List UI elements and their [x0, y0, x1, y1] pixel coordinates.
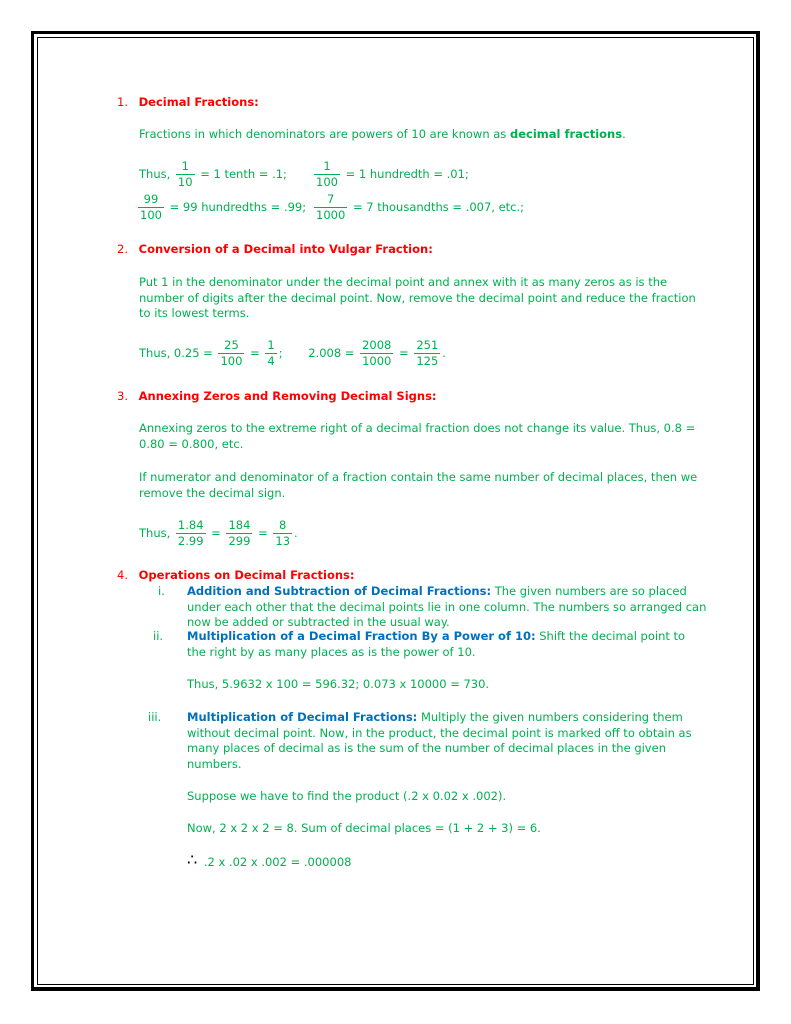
section-title: Operations on Decimal Fractions:: [138, 568, 355, 582]
section-title: Annexing Zeros and Removing Decimal Signs:: [138, 389, 437, 403]
item-body: Multiply the given numbers considering them without decimal point. Now, in the product, the decimal point is marked off to obtain as many places of decimal as is the sum of the number of decimal places in the given numbers.: [187, 710, 692, 771]
section-number: 3.: [117, 389, 128, 403]
section-1-heading: [117, 95, 259, 110]
end-punct: .: [294, 526, 298, 540]
equals-sign: =: [258, 526, 268, 540]
section-3-paragraph-2: If numerator and denominator of a fraction contain the same number of decimal places, then we remove the decimal sign.: [139, 470, 698, 500]
fraction: $\frac{2008}{1000}$: [362, 338, 392, 368]
fraction: $\frac{1}{100}$: [316, 159, 338, 189]
fraction: $\frac{7}{1000}$: [316, 192, 346, 222]
item-iii-result: [187, 852, 351, 870]
therefore-icon: ∴: [187, 850, 198, 869]
equals-sign: =: [250, 346, 260, 360]
section-3-paragraph-1: Annexing zeros to the extreme right of a decimal fraction does not change its value. Thus, 0.8 = 0.80 = 0.800, etc.: [139, 421, 696, 451]
example-value: 2.008 =: [308, 346, 355, 360]
section-3-example: [139, 518, 298, 549]
item-body: Shift the decimal point to the right by as many places as is the power of 10.: [187, 629, 686, 659]
section-number: 2.: [117, 242, 128, 256]
item-title: Multiplication of Decimal Fractions:: [187, 710, 418, 724]
section-2-heading: [117, 242, 433, 257]
section-1-examples-row2b: [312, 192, 524, 223]
fraction-text: = 99 hundredths = .99;: [169, 200, 307, 214]
fraction: $\frac{184}{299}$: [228, 518, 251, 548]
item-title: Multiplication of a Decimal Fraction By a Power of 10:: [187, 629, 536, 643]
fraction: $\frac{8}{13}$: [275, 518, 291, 548]
section-1-examples-row1: [139, 159, 287, 190]
item-i-text: [187, 584, 707, 631]
section-number: 1.: [117, 95, 128, 109]
section-4-heading: [117, 568, 354, 583]
item-iii-number: iii.: [148, 710, 162, 724]
item-i-number: i.: [158, 584, 165, 598]
item-ii-number: ii.: [153, 629, 164, 643]
section-2-paragraph: Put 1 in the denominator under the decimal point and annex with it as many zeros as is the number of digits after the decimal point. Now, remove the decimal point and reduce the fraction to its lowest terms.: [139, 275, 696, 320]
fraction: $\frac{1}{10}$: [177, 159, 193, 189]
fraction: $\frac{251}{125}$: [416, 338, 439, 368]
separator: ;: [278, 346, 283, 360]
end-punct: .: [442, 346, 446, 360]
item-ii-text: [187, 629, 707, 660]
item-body: The given numbers are so placed under each other that the decimal points lie in one column. The numbers so arranged can now be added or subtracted in the usual way.: [187, 584, 707, 629]
fraction: $\frac{99}{100}$: [140, 192, 162, 222]
item-iii-text: [187, 710, 707, 772]
equals-sign: =: [399, 346, 409, 360]
fraction-text: = 1 hundredth = .01;: [345, 167, 469, 181]
section-3-heading: [117, 389, 437, 404]
fraction-text: = 1 tenth = .1;: [200, 167, 287, 181]
intro-bold-term: decimal fractions: [509, 127, 623, 141]
result-text: .2 x .02 x .002 = .000008: [203, 855, 352, 869]
thus-label: Thus,: [139, 526, 171, 540]
section-title: Decimal Fractions:: [138, 95, 259, 109]
fraction: $\frac{25}{100}$: [220, 338, 243, 368]
equals-sign: =: [211, 526, 221, 540]
thus-label: Thus,: [139, 167, 171, 181]
fraction: $\frac{1.84}{2.99}$: [177, 518, 204, 548]
item-ii-example: Thus, 5.9632 x 100 = 596.32; 0.073 x 10000 = 730.: [187, 677, 490, 691]
section-1-intro: [139, 127, 626, 142]
item-title: Addition and Subtraction of Decimal Fractions:: [187, 584, 492, 598]
section-title: Conversion of a Decimal into Vulgar Fraction:: [138, 242, 433, 256]
fraction-text: = 7 thousandths = .007, etc.;: [352, 200, 525, 214]
section-2-example: [139, 338, 446, 369]
section-1-examples-row1b: [312, 159, 469, 190]
item-iii-now: Now, 2 x 2 x 2 = 8. Sum of decimal places = (1 + 2 + 3) = 6.: [187, 821, 541, 835]
section-1-examples-row2: [136, 192, 306, 223]
item-iii-suppose: Suppose we have to find the product (.2 x 0.02 x .002).: [187, 789, 507, 803]
fraction: $\frac{1}{4}$: [267, 338, 275, 368]
section-number: 4.: [117, 568, 128, 582]
thus-label: Thus, 0.25 =: [139, 346, 213, 360]
intro-text: Fractions in which denominators are powers of 10 are known as: [139, 127, 507, 141]
intro-end: .: [622, 127, 626, 141]
